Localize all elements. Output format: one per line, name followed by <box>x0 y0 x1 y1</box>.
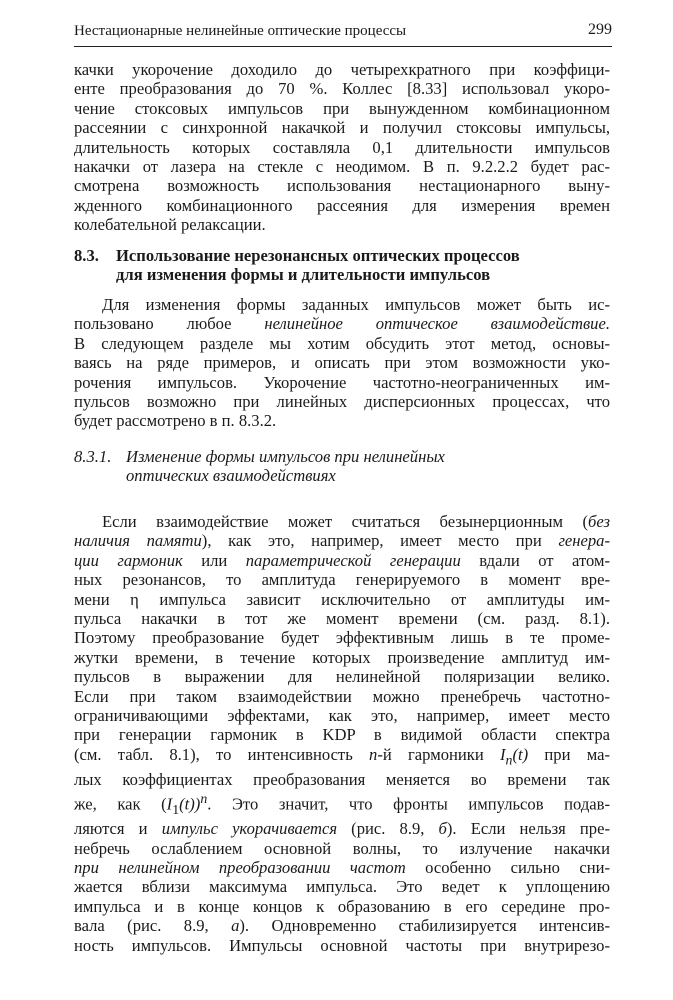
text-line: жается вблизи максимума импульса. Это ведет к уплощению <box>74 877 610 897</box>
italic-text: генера- <box>558 531 610 551</box>
text-line <box>74 745 610 770</box>
subsection-number: 8.3.1. <box>74 447 112 466</box>
text-run: при ма- <box>528 744 611 764</box>
text-line: Поэтому преобразование будет эффективным лишь в те проме- <box>74 628 610 648</box>
text-line <box>74 531 610 550</box>
text-run: ), как это, например, имеет место при <box>201 531 559 551</box>
math-symbol: (t)) <box>179 794 201 814</box>
text-run: ляются и <box>74 819 162 839</box>
paragraph-1 <box>74 60 610 235</box>
text-line <box>74 916 610 935</box>
section-number: 8.3. <box>74 246 99 265</box>
text-run: (рис. 8.9, <box>337 819 439 839</box>
text-run: . Это значит, что фронты импульсов подав- <box>207 794 610 814</box>
text-run: ). Если нельзя пре- <box>446 819 610 839</box>
math-subscript: n <box>505 752 513 768</box>
text-line: жденного комбинационного рассеяния для измерения времен <box>74 195 610 215</box>
text-run: пользовано любое <box>74 314 265 334</box>
text-run: Если взаимодействие может считаться безынерционным ( <box>102 512 589 531</box>
text-line: при генерации гармоник в KDP в видимой области спектра <box>74 725 610 745</box>
paragraph-2 <box>74 295 610 431</box>
text-run: или <box>182 550 246 570</box>
italic-text: нелинейное оптическое взаимодействие. <box>264 314 610 334</box>
text-line: пульсов в выражении для нелинейной поляризации велико. <box>74 667 610 687</box>
text-line: В следующем разделе мы хотим обсудить этот метод, основы- <box>74 333 610 353</box>
text-line: пульсов возможно при линейных дисперсионных процессах, что <box>74 392 610 412</box>
running-title: Нестационарные нелинейные оптические процессы <box>74 23 407 39</box>
text-line <box>74 858 610 877</box>
text-line: рочения импульсов. Укорочение частотно-неограниченных им- <box>74 372 610 392</box>
text-run: -й гармоники <box>377 744 500 764</box>
italic-text: наличия памяти <box>74 531 202 551</box>
math-subscript: 1 <box>172 801 180 817</box>
text-line <box>74 789 610 819</box>
italic-text: при нелинейном преобразовании частот <box>74 858 406 878</box>
text-line: Если при таком взаимодействии можно пренебречь частотно- <box>74 686 610 706</box>
math-symbol: I <box>500 744 506 764</box>
text-line: смотрена возможность использования нестационарного выну- <box>74 176 610 196</box>
italic-text: б <box>438 819 447 839</box>
text-line: качки укорочение доходило до четырехкратного при коэффици- <box>74 60 610 79</box>
running-header <box>74 20 612 47</box>
text-run: вала (рис. 8.9, <box>74 916 232 936</box>
section-title-line: Использование нерезонансных оптических процессов <box>116 246 520 265</box>
text-line: длительность которых составляла 0,1 длительности импульсов <box>74 137 610 157</box>
text-line: ограничивающими эффектами, как это, например, имеет место <box>74 706 610 726</box>
text-line <box>74 819 610 838</box>
text-line: лых коэффициентах преобразования меняется во времени так <box>74 769 610 789</box>
math-symbol: I <box>166 794 173 814</box>
text-line <box>74 512 610 531</box>
italic-text: ции гармоник <box>74 550 183 570</box>
text-line: мени η импульса зависит исключительно от амплитуды им- <box>74 589 610 609</box>
subsection-heading-8-3-1 <box>74 447 610 486</box>
text-line: ных резонансов, то амплитуда генерируемого в момент вре- <box>74 570 610 590</box>
text-line: жутки времени, в течение которых произведение амплитуд им- <box>74 647 610 667</box>
text-run: ). Одновременно стабилизируется интенсив- <box>239 916 610 936</box>
text-line: небречь ослаблением основной волны, то излучение накачки <box>74 838 610 858</box>
text-run: особенно сильно сни- <box>405 858 610 878</box>
text-line: накачки от лазера на стекле с неодимом. В п. 9.2.2.2 будет рас- <box>74 157 610 177</box>
paragraph-3 <box>74 512 610 955</box>
italic-text: импульс укорачивается <box>161 819 338 839</box>
text-line <box>74 314 610 333</box>
text-line: енте преобразования до 70 %. Коллес [8.33] использовал укоро- <box>74 79 610 99</box>
italic-text: а <box>231 916 240 936</box>
text-line: Для изменения формы заданных импульсов может быть ис- <box>102 295 610 314</box>
text-line: пульса накачки в тот же момент времени (см. разд. 8.1). <box>74 609 610 629</box>
page-number: 299 <box>588 21 612 38</box>
text-line: ваясь на ряде примеров, и описать при этом возможности уко- <box>74 353 610 373</box>
section-title-line: для изменения формы и длительности импульсов <box>116 265 491 285</box>
text-line <box>74 551 610 570</box>
text-line: чение стоксовых импульсов при вынужденном комбинационном <box>74 98 610 118</box>
text-line: импульса и в конце концов к образованию в его середине про- <box>74 896 610 916</box>
text-line: рассеянии с синхронной накачкой и получил стоксовы импульсы, <box>74 118 610 138</box>
text-line: колебательной релаксации. <box>74 215 266 235</box>
subsection-title-line: оптических взаимодействиях <box>126 466 336 486</box>
text-line: будет рассмотрено в п. 8.3.2. <box>74 411 277 431</box>
text-run: вдали от атом- <box>460 550 610 570</box>
text-run: (см. табл. 8.1), то интенсивность <box>74 744 370 764</box>
math-symbol: n <box>369 744 378 764</box>
italic-text: без <box>588 512 610 531</box>
italic-text: параметрической генерации <box>245 550 461 570</box>
text-line: ность импульсов. Импульсы основной частоты при внутрирезо- <box>74 935 610 955</box>
subsection-title-line: Изменение формы импульсов при нелинейных <box>126 447 445 466</box>
text-run: же, как ( <box>74 794 167 814</box>
math-symbol: (t) <box>512 744 529 764</box>
math-superscript: n <box>200 791 208 806</box>
section-heading-8-3 <box>74 246 610 285</box>
